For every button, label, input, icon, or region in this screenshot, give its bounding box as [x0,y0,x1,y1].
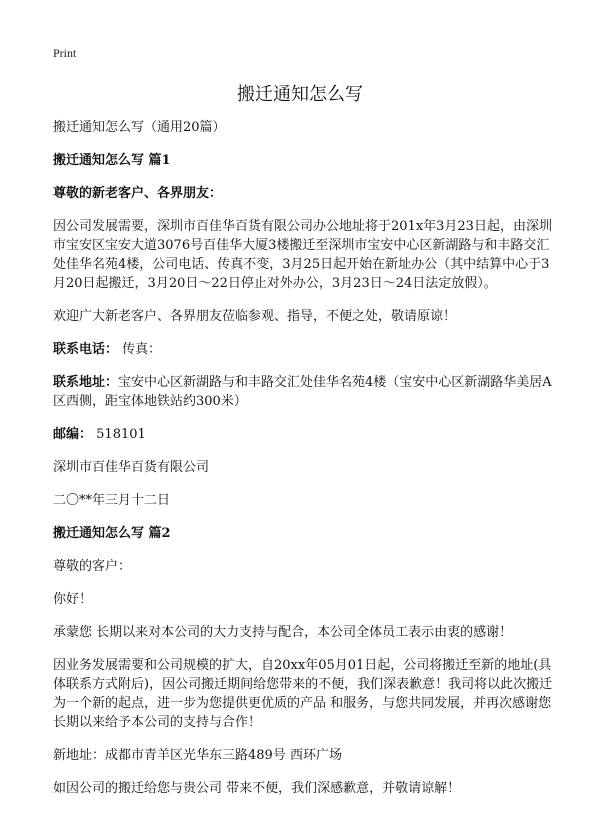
notice-date: 二〇**年三月十二日 [53,493,171,508]
fax-label: 传真： [122,342,162,357]
page-title: 搬迁通知怎么写 [237,84,363,105]
section2-heading: 搬迁通知怎么写 篇2 [53,526,171,541]
contact-address-line [53,373,553,411]
section2-closing: 如因公司的搬迁给您与贵公司 带来不便，我们深感歉意，并敬请谅解！ [53,781,461,796]
section1-greeting: 尊敬的新老客户、各界朋友： [53,186,223,201]
section2-paragraph-2: 因业务发展需要和公司规模的扩大，自20xx年05月01日起，公司将搬迁至新的地址(具体联系方式附后)，因公司搬迁期间给您带来的不便，我们深表歉意！我司将以此次搬迁为一个新的起点，进一步为您提供更优质的产品 和服务，与您共同发展，并再次感谢您长期以来给予本公司的支持与合作！ [53,658,553,730]
phone-label: 联系电话： [53,342,119,357]
zip-value: 518101 [96,427,146,442]
section2-hello: 你好！ [53,592,93,607]
section2-new-address: 新地址：成都市青羊区光华东三路489号 西环广场 [53,748,342,763]
print-link[interactable]: Print [53,46,77,60]
zip-line [53,425,553,444]
section1-paragraph-1: 因公司发展需要，深圳市百佳华百货有限公司办公地址将于201x年3月23日起，由深圳市宝安区宝安大道3076号百佳华大厦3楼搬迁至深圳市宝安中心区新湖路与和丰路交汇处佳华名苑4楼，公司电话、传真不变，3月25日起开始在新址办公（其中结算中心于3月20日起搬迁，3月20日～22日停止对外办公，3月23日～24日法定放假）。 [53,219,552,291]
zip-label: 邮编： [53,427,93,442]
contact-phone-line [53,340,553,359]
section2-greeting: 尊敬的客户： [53,559,132,574]
document-body [53,118,553,812]
address-value: 宝安中心区新湖路与和丰路交汇处佳华名苑4楼（宝安中心区新湖路华美居A区西侧，距宝体地铁站约300米） [53,375,552,409]
company-name: 深圳市百佳华百货有限公司 [53,460,210,475]
address-label: 联系地址： [53,375,119,390]
document-subtitle: 搬迁通知怎么写（通用20篇） [53,120,226,135]
section2-paragraph-1: 承蒙您 长期以来对本公司的大力支持与配合，本公司全体员工表示由衷的感谢！ [53,625,513,640]
section1-heading: 搬迁通知怎么写 篇1 [53,153,171,168]
section1-paragraph-2: 欢迎广大新老客户、各界朋友莅临参观、指导，不便之处，敬请原谅！ [53,309,457,324]
